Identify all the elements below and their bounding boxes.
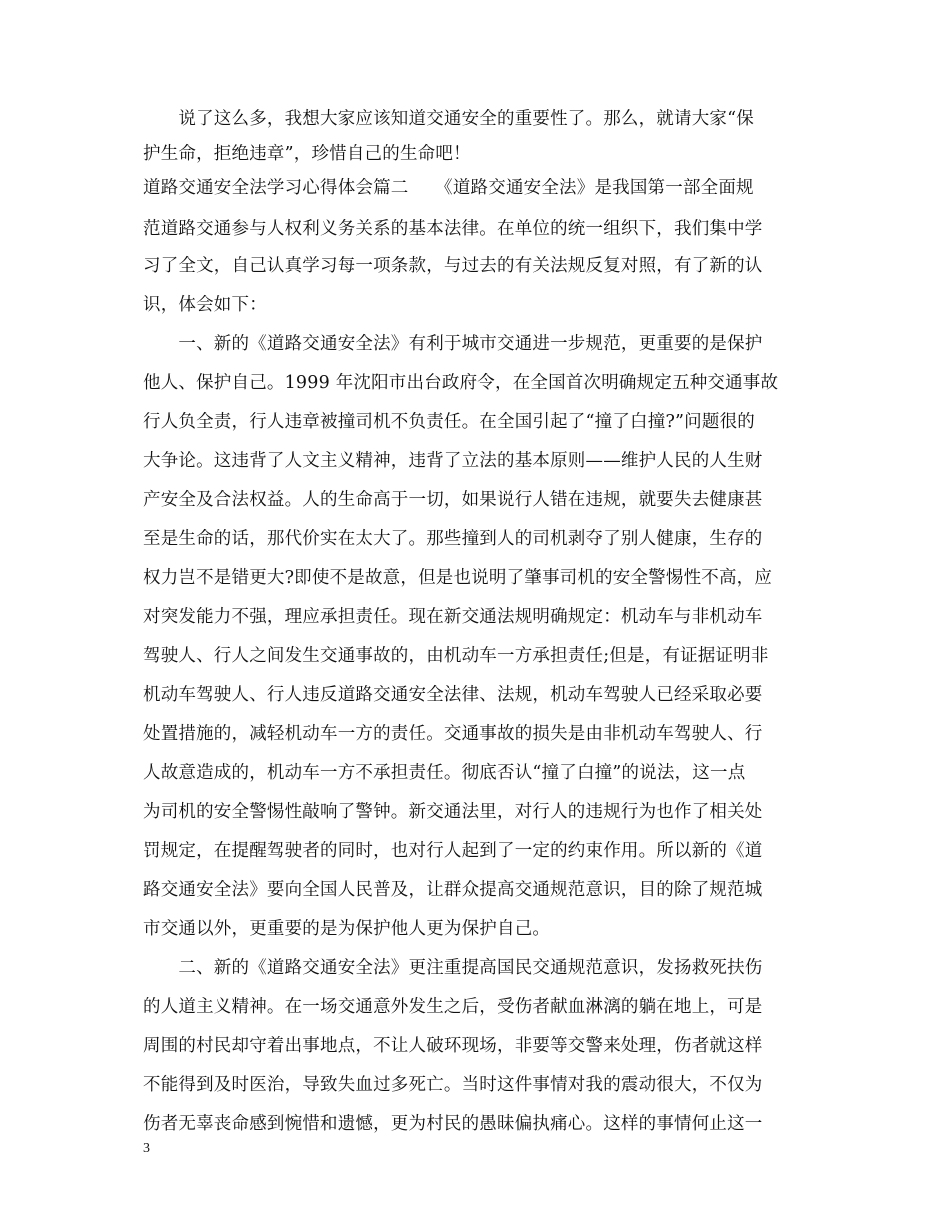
text-line: 护生命，拒绝违章”，珍惜自己的生命吧！ [143,144,471,164]
text-line: 路交通安全法》要向全国人民普及，让群众提高交通规范意识，目的除了规范城 [143,880,763,900]
text-line: 产安全及合法权益。人的生命高于一切，如果说行人错在违规，就要失去健康甚 [143,490,763,510]
text-line: 行人负全责，行人违章被撞司机不负责任。在全国引起了“撞了白撞?”问题很的 [143,412,755,432]
text-line: 机动车驾驶人、行人违反道路交通安全法律、法规，机动车驾驶人已经采取必要 [143,685,763,705]
text-line: 罚规定，在提醒驾驶者的同时，也对行人起到了一定的约束作用。所以新的《道 [143,841,763,861]
text-line: 识，体会如下： [143,295,267,315]
text-line: 驾驶人、行人之间发生交通事故的，由机动车一方承担责任;但是，有证据证明非 [143,646,769,666]
text-line: 市交通以外，更重要的是为保护他人更为保护自己。 [143,919,551,939]
text-line: 权力岂不是错更大?即使不是故意，但是也说明了肇事司机的安全警惕性不高，应 [143,568,773,588]
text-line: 他人、保护自己。1999 年沈阳市出台政府令，在全国首次明确规定五种交通事故 [143,373,779,393]
text-line: 习了全文，自己认真学习每一项条款，与过去的有关法规反复对照，有了新的认 [143,256,763,276]
text-line: 一、新的《道路交通安全法》有利于城市交通进一步规范，更重要的是保护 [143,334,763,354]
text-line: 道路交通安全法学习心得体会篇二 《道路交通安全法》是我国第一部全面规 [143,178,754,198]
text-line: 不能得到及时医治，导致失血过多死亡。当时这件事情对我的震动很大，不仅为 [143,1075,763,1095]
text-line: 大争论。这违背了人文主义精神，违背了立法的基本原则——维护人民的人生财 [143,451,763,471]
text-line: 周围的村民却守着出事地点，不让人破环现场，非要等交警来处理，伤者就这样 [143,1036,763,1056]
text-line: 至是生命的话，那代价实在太大了。那些撞到人的司机剥夺了别人健康，生存的 [143,529,763,549]
text-line: 为司机的安全警惕性敲响了警钟。新交通法里，对行人的违规行为也作了相关处 [143,802,763,822]
text-line: 处置措施的，减轻机动车一方的责任。交通事故的损失是由非机动车驾驶人、行 [143,724,763,744]
text-line: 人故意造成的，机动车一方不承担责任。彻底否认“撞了白撞”的说法，这一点 [143,763,746,783]
page-number: 3 [143,1141,150,1156]
text-line: 范道路交通参与人权利义务关系的基本法律。在单位的统一组织下，我们集中学 [143,219,763,239]
text-line-last: 伤者无辜丧命感到惋惜和遗憾，更为村民的愚昧偏执痛心。这样的事情何止这一 [143,1114,763,1134]
text-line: 说了这么多，我想大家应该知道交通安全的重要性了。那么，就请大家“保 [143,109,754,129]
text-line: 二、新的《道路交通安全法》更注重提高国民交通规范意识，发扬救死扶伤 [143,958,763,978]
text-line: 的人道主义精神。在一场交通意外发生之后，受伤者献血淋漓的躺在地上，可是 [143,997,763,1017]
text-line: 对突发能力不强，理应承担责任。现在新交通法规明确规定：机动车与非机动车 [143,607,763,627]
